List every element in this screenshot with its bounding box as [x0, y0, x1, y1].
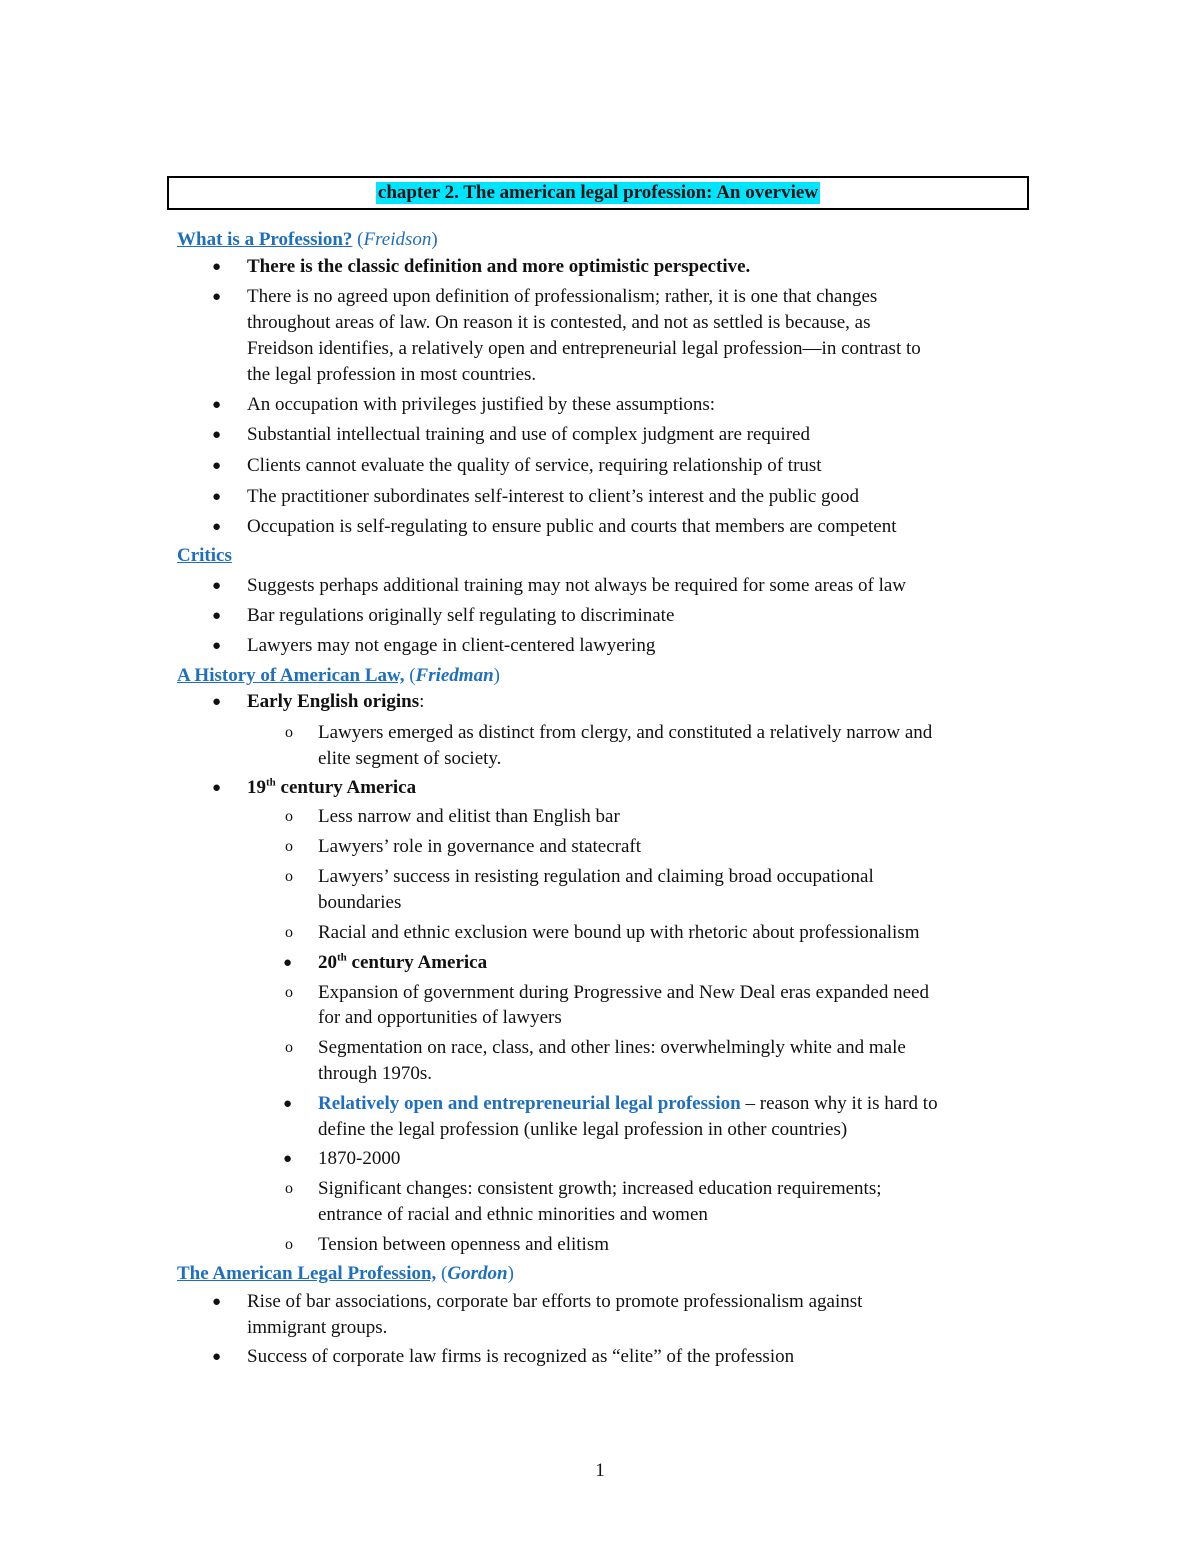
bullet-icon: ●: [212, 638, 222, 654]
section-heading-history: A History of American Law, (Friedman): [177, 665, 500, 686]
heading-author: Freidson: [363, 229, 432, 250]
bullet-icon: ●: [283, 1151, 293, 1167]
section-heading-gordon: The American Legal Profession, (Gordon): [177, 1263, 514, 1284]
sub-item-cont: boundaries: [318, 892, 402, 913]
chapter-title-box: [167, 176, 1029, 210]
circle-bullet-icon: o: [285, 924, 293, 941]
circle-bullet-icon: o: [285, 1039, 293, 1056]
sub-item: Segmentation on race, class, and other lines: overwhelmingly white and male: [318, 1037, 906, 1058]
sub-item-cont: entrance of racial and ethnic minorities and women: [318, 1204, 708, 1225]
sub-item: Lawyers’ role in governance and statecraft: [318, 836, 642, 857]
sub-heading-item: 1870-2000: [318, 1148, 401, 1169]
sub-item: Significant changes: consistent growth; increased education requirements;: [318, 1178, 882, 1199]
list-item-cont: immigrant groups.: [247, 1317, 388, 1338]
list-item: Substantial intellectual training and use of complex judgment are required: [247, 424, 810, 445]
sub-item: Lawyers emerged as distinct from clergy, and constituted a relatively narrow and: [318, 722, 933, 743]
list-item: Rise of bar associations, corporate bar efforts to promote professionalism against: [247, 1291, 863, 1312]
bullet-icon: ●: [212, 489, 222, 505]
list-item: Early English origins:: [247, 691, 425, 712]
sub-item: Less narrow and elitist than English bar: [318, 806, 620, 827]
bullet-icon: ●: [212, 780, 222, 796]
list-item-cont: the legal profession in most countries.: [247, 364, 537, 385]
bullet-icon: ●: [212, 519, 222, 535]
bullet-icon: ●: [283, 1096, 293, 1112]
circle-bullet-icon: o: [285, 1180, 293, 1197]
bullet-icon: ●: [212, 259, 222, 275]
sub-item: Tension between openness and elitism: [318, 1234, 609, 1255]
bullet-icon: ●: [212, 397, 222, 413]
list-item: Lawyers may not engage in client-centered lawyering: [247, 635, 656, 656]
section-heading-profession: What is a Profession? (Freidson): [177, 229, 438, 250]
bullet-icon: ●: [212, 1294, 222, 1310]
chapter-title: chapter 2. The american legal profession: An overview: [377, 182, 819, 203]
bullet-icon: ●: [212, 578, 222, 594]
list-item-cont: throughout areas of law. On reason it is contested, and not as settled is because, as: [247, 312, 871, 333]
list-item: An occupation with privileges justified by these assumptions:: [247, 394, 716, 415]
circle-bullet-icon: o: [285, 724, 293, 741]
list-item: Clients cannot evaluate the quality of service, requiring relationship of trust: [247, 455, 822, 476]
list-item: Success of corporate law firms is recognized as “elite” of the profession: [247, 1346, 795, 1367]
page-number: 1: [595, 1460, 605, 1481]
heading-link-history[interactable]: A History of American Law,: [177, 665, 405, 686]
circle-bullet-icon: o: [285, 868, 293, 885]
list-item: The practitioner subordinates self-interest to client’s interest and the public good: [247, 486, 860, 507]
heading-author: Gordon: [447, 1263, 508, 1284]
sub-item-cont: for and opportunities of lawyers: [318, 1007, 562, 1028]
list-item: 19th century America: [247, 776, 417, 798]
sub-item-cont: through 1970s.: [318, 1063, 432, 1084]
bullet-icon: ●: [212, 694, 222, 710]
list-item: There is no agreed upon definition of professionalism; rather, it is one that changes: [247, 286, 878, 307]
circle-bullet-icon: o: [285, 838, 293, 855]
list-item: Suggests perhaps additional training may not always be required for some areas of law: [247, 575, 907, 596]
bullet-icon: ●: [212, 1349, 222, 1365]
sub-heading-item: Relatively open and entrepreneurial legal profession – reason why it is hard to: [318, 1093, 938, 1114]
list-item: There is the classic definition and more optimistic perspective.: [247, 256, 751, 277]
sub-item: Lawyers’ success in resisting regulation and claiming broad occupational: [318, 866, 874, 887]
list-item-cont: Freidson identifies, a relatively open and entrepreneurial legal profession—in contrast to: [247, 338, 921, 359]
heading-link-profession[interactable]: What is a Profession?: [177, 229, 353, 250]
bullet-icon: ●: [212, 608, 222, 624]
sub-heading-item-cont: define the legal profession (unlike legal profession in other countries): [318, 1119, 848, 1140]
heading-link-gordon[interactable]: The American Legal Profession,: [177, 1263, 437, 1284]
sub-heading-item: 20th century America: [318, 951, 488, 973]
list-item: Occupation is self-regulating to ensure public and courts that members are competent: [247, 516, 897, 537]
circle-bullet-icon: o: [285, 1236, 293, 1253]
sub-item: Racial and ethnic exclusion were bound up with rhetoric about professionalism: [318, 922, 920, 943]
bullet-icon: ●: [212, 427, 222, 443]
bullet-icon: ●: [283, 955, 293, 971]
heading-author: Friedman: [415, 665, 494, 686]
circle-bullet-icon: o: [285, 984, 293, 1001]
sub-item-cont: elite segment of society.: [318, 748, 502, 769]
heading-link-critics[interactable]: Critics: [177, 545, 232, 566]
circle-bullet-icon: o: [285, 808, 293, 825]
list-item: Bar regulations originally self regulating to discriminate: [247, 605, 675, 626]
bullet-icon: ●: [212, 458, 222, 474]
bullet-icon: ●: [212, 289, 222, 305]
sub-item: Expansion of government during Progressive and New Deal eras expanded need: [318, 982, 929, 1003]
section-heading-critics: [177, 545, 232, 567]
